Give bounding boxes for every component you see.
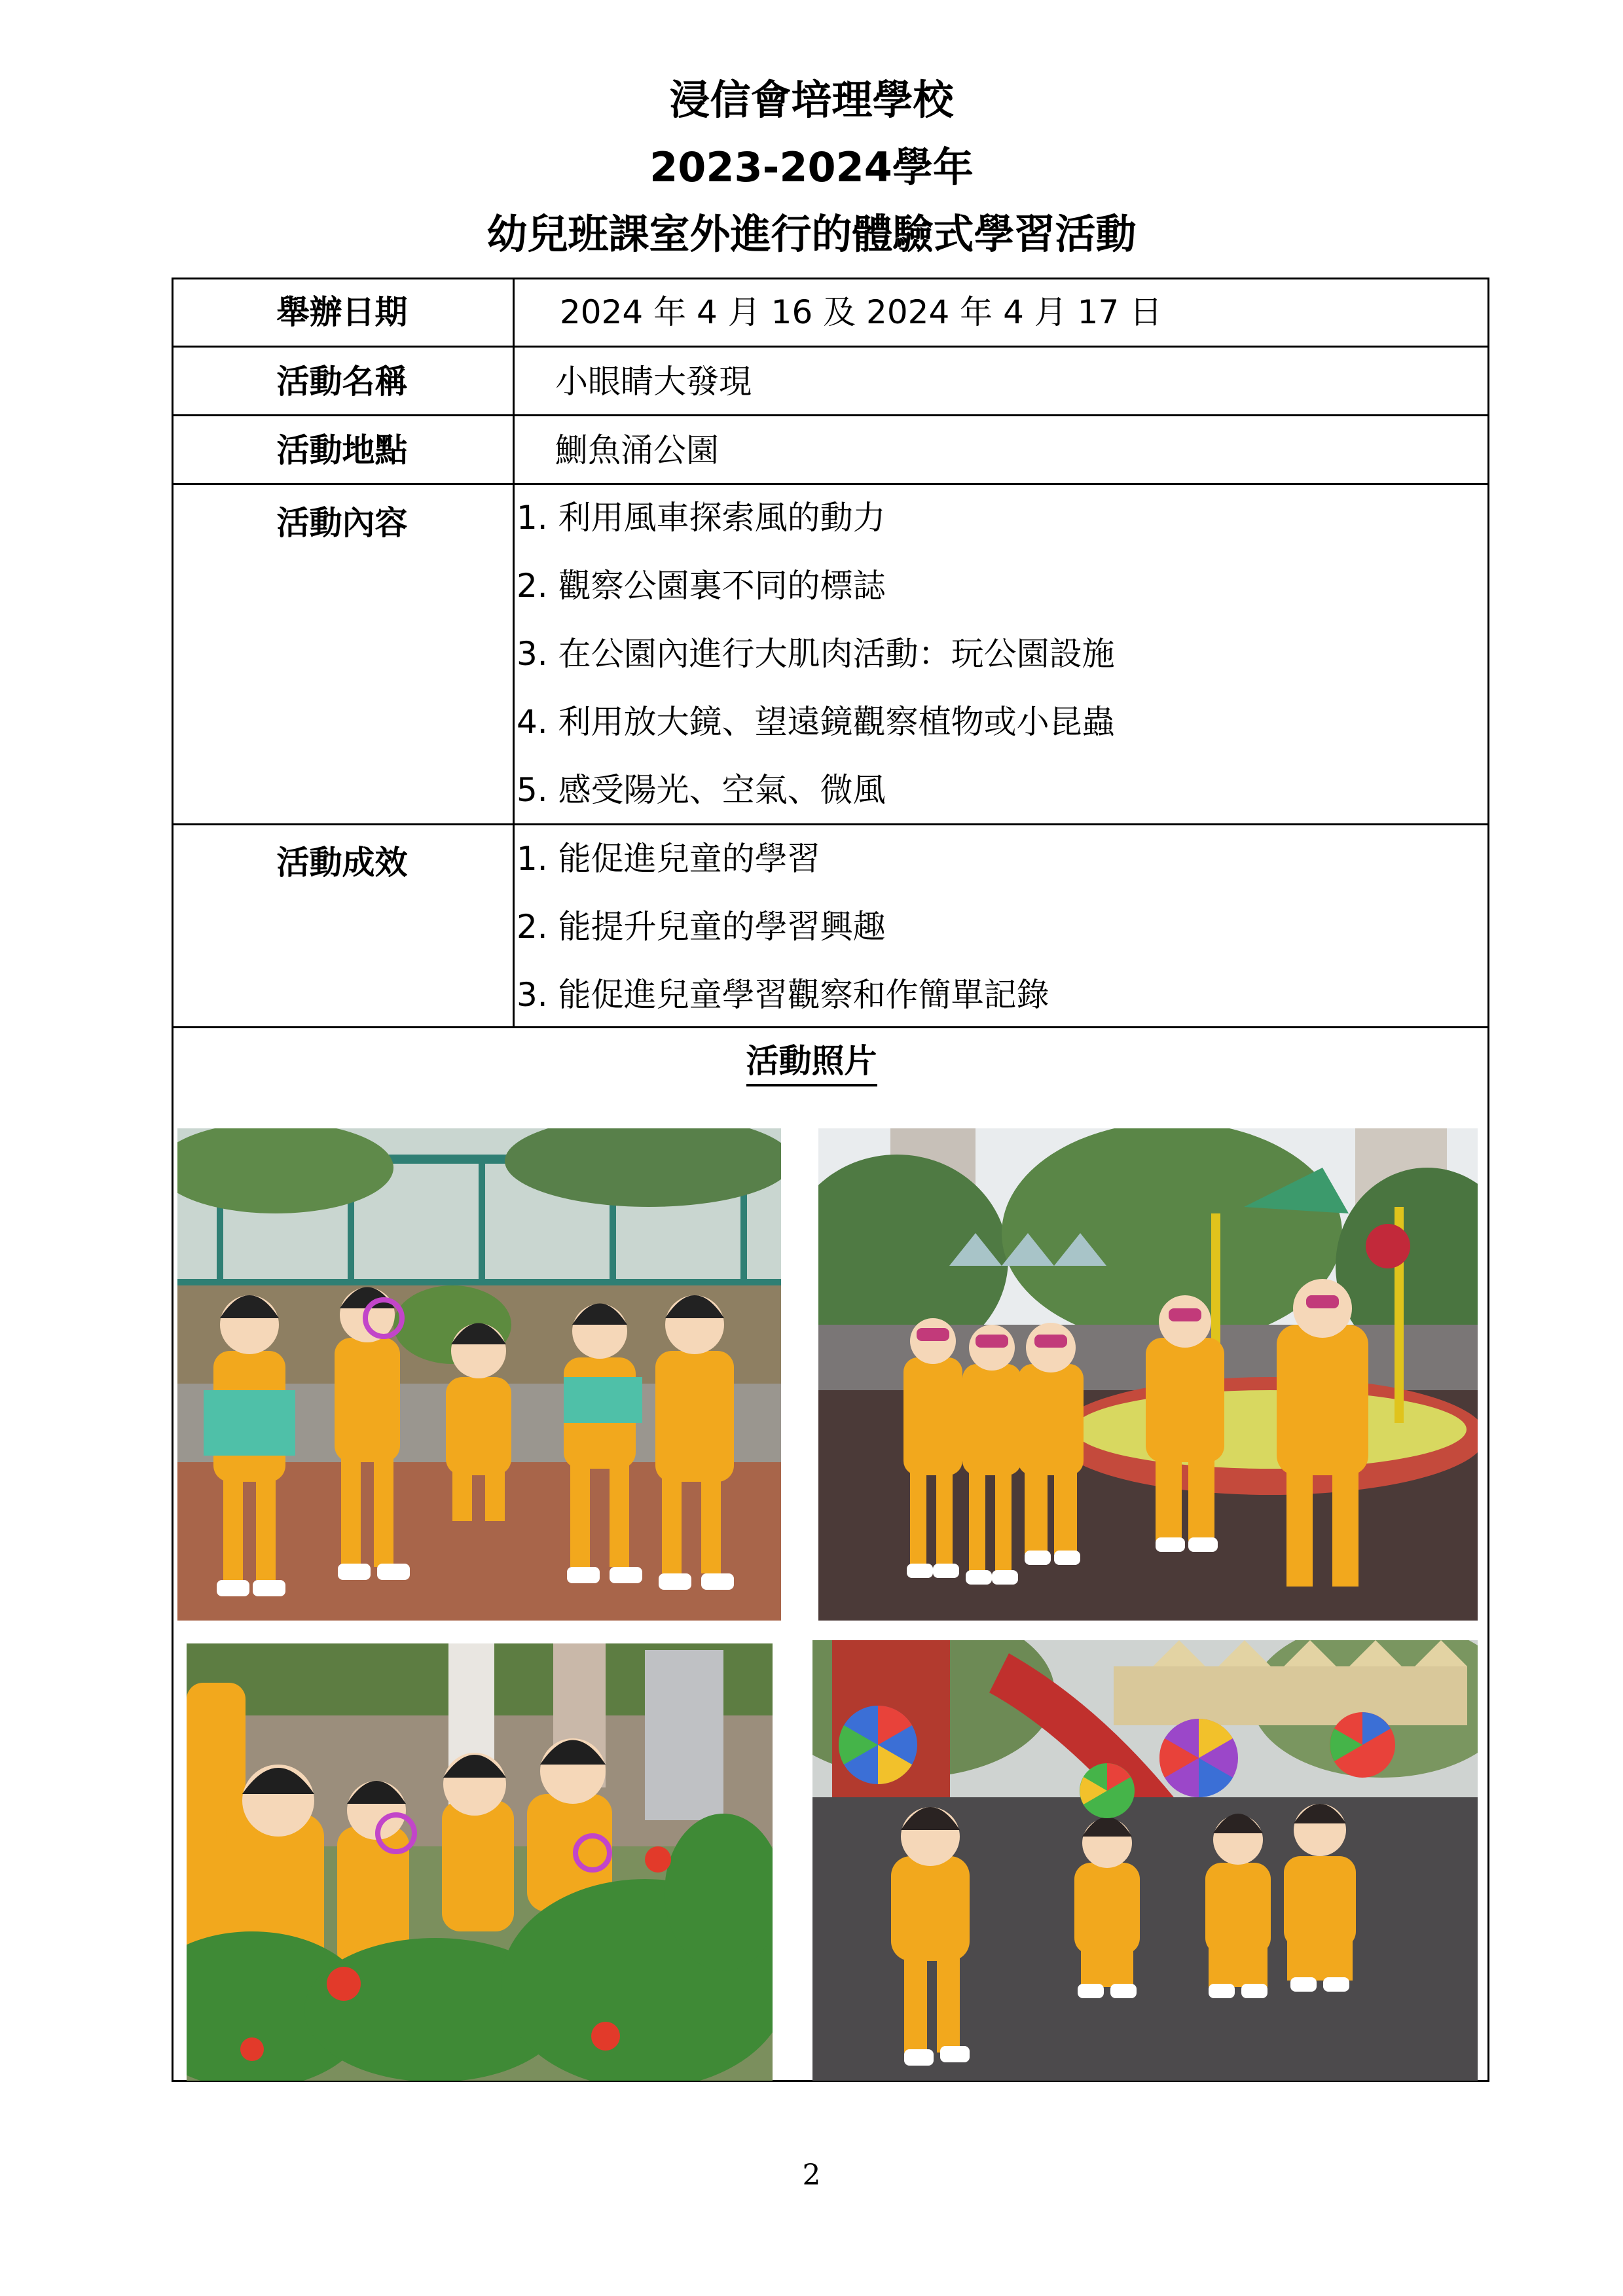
activity-place-label: 活動地點 (276, 431, 408, 469)
content-item: 1. 利用風車探索風的動力 (517, 499, 886, 537)
content-item: 2. 觀察公園裏不同的標誌 (517, 567, 886, 605)
activity-name-label: 活動名稱 (276, 363, 408, 401)
result-item: 1. 能促進兒童的學習 (517, 840, 820, 878)
school-name: 浸信會培理學校 (669, 76, 954, 124)
academic-year: 2023-2024學年 (649, 143, 974, 191)
photos-heading (0, 1042, 1623, 1086)
activity-photo-plants (187, 1643, 773, 2081)
activity-photo-magnifiers (177, 1128, 781, 1621)
photos-heading-text: 活動照片 (746, 1045, 877, 1086)
content-item: 4. 利用放大鏡、望遠鏡觀察植物或小昆蟲 (517, 703, 1115, 741)
table-column-divider (513, 278, 515, 1028)
result-item: 2. 能提升兒童的學習興趣 (517, 908, 886, 946)
activity-content-label: 活動內容 (276, 504, 408, 542)
document-subtitle: 幼兒班課室外進行的體驗式學習活動 (486, 210, 1137, 258)
activity-photo-binoculars (818, 1128, 1478, 1621)
date-label: 舉辦日期 (276, 293, 408, 331)
content-item: 3. 在公園內進行大肌肉活動：玩公園設施 (517, 635, 1115, 673)
activity-place-value: 鰂魚涌公園 (555, 431, 719, 469)
result-item: 3. 能促進兒童學習觀察和作簡單記錄 (517, 976, 1049, 1014)
activity-result-label: 活動成效 (276, 844, 408, 882)
activity-name-value: 小眼睛大發現 (555, 363, 752, 401)
date-value: 2024 年 4 月 16 及 2024 年 4 月 17 日 (560, 293, 1163, 331)
activity-photo-pinwheels (812, 1640, 1478, 2081)
content-item: 5. 感受陽光、空氣、微風 (517, 771, 886, 809)
page-number: 2 (802, 2159, 821, 2192)
